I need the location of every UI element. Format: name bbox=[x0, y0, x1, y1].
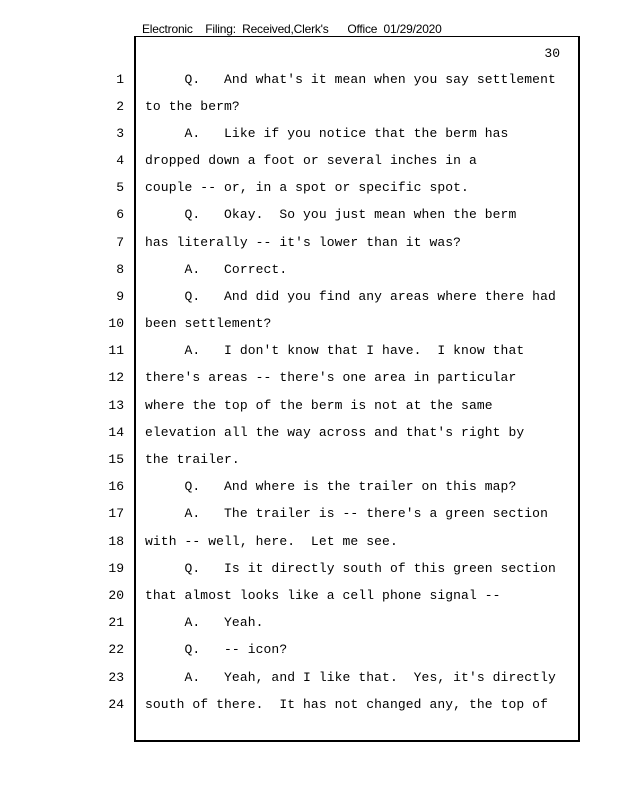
transcript-line: A. Yeah, and I like that. Yes, it's directly bbox=[145, 670, 556, 685]
line-number: 19 bbox=[108, 561, 124, 576]
line-number: 13 bbox=[108, 398, 124, 413]
line-number: 24 bbox=[108, 697, 124, 712]
transcript-line: to the berm? bbox=[145, 99, 240, 114]
line-number: 6 bbox=[116, 207, 124, 222]
page-number: 30 bbox=[544, 46, 560, 61]
line-number: 7 bbox=[116, 235, 124, 250]
line-number: 11 bbox=[108, 343, 124, 358]
transcript-line: has literally -- it's lower than it was? bbox=[145, 235, 462, 250]
transcript-line: there's areas -- there's one area in particular bbox=[145, 370, 517, 385]
line-number: 17 bbox=[108, 506, 124, 521]
transcript-line: Q. Okay. So you just mean when the berm bbox=[145, 207, 517, 222]
line-number: 12 bbox=[108, 370, 124, 385]
transcript-line: A. I don't know that I have. I know that bbox=[145, 343, 525, 358]
transcript-line: south of there. It has not changed any, the top of bbox=[145, 697, 548, 712]
line-number: 14 bbox=[108, 425, 124, 440]
transcript-line: dropped down a foot or several inches in a bbox=[145, 153, 477, 168]
line-number: 20 bbox=[108, 588, 124, 603]
line-number: 16 bbox=[108, 479, 124, 494]
line-number: 2 bbox=[116, 99, 124, 114]
transcript-line: where the top of the berm is not at the same bbox=[145, 398, 493, 413]
transcript-line: Q. And did you find any areas where there had bbox=[145, 289, 556, 304]
transcript-line: A. The trailer is -- there's a green section bbox=[145, 506, 548, 521]
line-number-column bbox=[0, 0, 124, 800]
line-number: 22 bbox=[108, 642, 124, 657]
line-number: 15 bbox=[108, 452, 124, 467]
transcript-line: A. Yeah. bbox=[145, 615, 264, 630]
line-number: 23 bbox=[108, 670, 124, 685]
transcript-line: with -- well, here. Let me see. bbox=[145, 534, 398, 549]
transcript-line: Q. And where is the trailer on this map? bbox=[145, 479, 517, 494]
transcript-line: that almost looks like a cell phone signal -- bbox=[145, 588, 501, 603]
transcript-line: A. Like if you notice that the berm has bbox=[145, 126, 509, 141]
transcript-line: Q. -- icon? bbox=[145, 642, 288, 657]
transcript-line: elevation all the way across and that's right by bbox=[145, 425, 525, 440]
line-number: 8 bbox=[116, 262, 124, 277]
line-number: 9 bbox=[116, 289, 124, 304]
line-number: 18 bbox=[108, 534, 124, 549]
transcript-line: been settlement? bbox=[145, 316, 272, 331]
line-number: 5 bbox=[116, 180, 124, 195]
transcript-line: couple -- or, in a spot or specific spot. bbox=[145, 180, 469, 195]
transcript-line: A. Correct. bbox=[145, 262, 288, 277]
line-number: 10 bbox=[108, 316, 124, 331]
filing-stamp-header: Electronic Filing: Received,Clerk's Office 01/29/2020 bbox=[142, 22, 442, 36]
line-number: 1 bbox=[116, 72, 124, 87]
transcript-line: Q. Is it directly south of this green section bbox=[145, 561, 556, 576]
line-number: 21 bbox=[108, 615, 124, 630]
line-number: 3 bbox=[116, 126, 124, 141]
transcript-line: Q. And what's it mean when you say settlement bbox=[145, 72, 556, 87]
transcript-line: the trailer. bbox=[145, 452, 240, 467]
line-number: 4 bbox=[116, 153, 124, 168]
